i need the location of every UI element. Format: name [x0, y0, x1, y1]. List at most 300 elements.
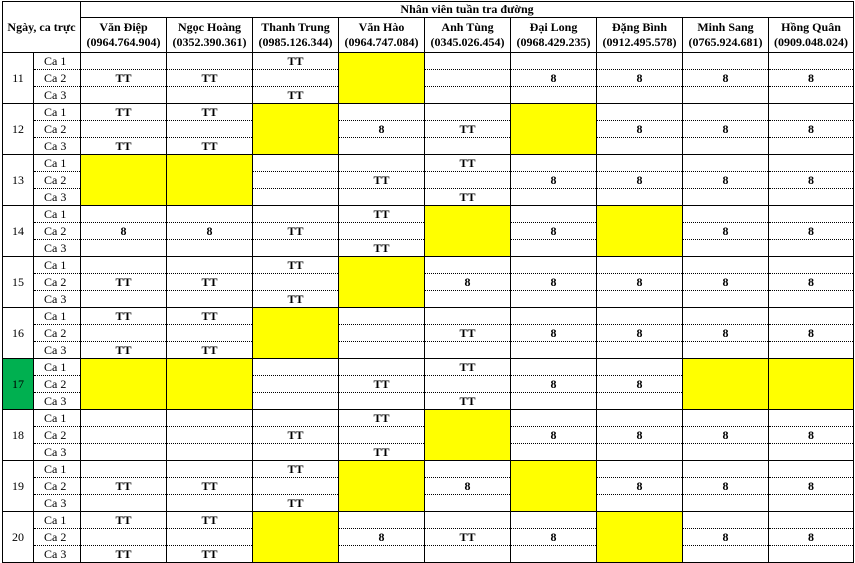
employee-header-row: [3, 18, 854, 53]
duty-cell: [683, 444, 769, 461]
duty-cell: [253, 393, 339, 410]
day-cell: 19: [3, 461, 34, 512]
duty-cell: [167, 172, 253, 189]
duty-cell: 8: [683, 529, 769, 546]
duty-cell: [769, 87, 854, 104]
duty-cell: [253, 274, 339, 291]
duty-cell: TT: [81, 138, 167, 155]
duty-cell: [425, 308, 511, 325]
corner-header: Ngày, ca trực: [3, 2, 81, 53]
shift-row: [3, 223, 854, 240]
shift-row: [3, 546, 854, 563]
duty-cell: [597, 393, 683, 410]
employee-name: Anh Tùng: [441, 20, 494, 34]
duty-cell: 8: [769, 223, 854, 240]
employee-name: Ngọc Hoàng: [178, 20, 241, 34]
duty-cell: TT: [253, 427, 339, 444]
duty-cell: [167, 393, 253, 410]
duty-cell: [511, 291, 597, 308]
duty-cell: [81, 53, 167, 70]
shift-row: [3, 393, 854, 410]
duty-cell: [81, 155, 167, 172]
duty-cell: 8: [683, 70, 769, 87]
duty-cell: [683, 546, 769, 563]
duty-cell: [597, 529, 683, 546]
shift-label: Ca 2: [34, 478, 81, 495]
shift-row: [3, 529, 854, 546]
employee-header: [511, 18, 597, 53]
duty-cell: [253, 308, 339, 325]
duty-cell: [81, 172, 167, 189]
duty-cell: [81, 495, 167, 512]
duty-cell: [683, 87, 769, 104]
duty-cell: TT: [425, 359, 511, 376]
duty-cell: [253, 172, 339, 189]
staff-group-header: Nhân viên tuần tra đường: [81, 2, 854, 18]
duty-cell: [511, 257, 597, 274]
duty-cell: TT: [167, 138, 253, 155]
day-cell: 14: [3, 206, 34, 257]
duty-cell: [425, 87, 511, 104]
employee-header: [597, 18, 683, 53]
duty-cell: [339, 546, 425, 563]
duty-cell: [339, 189, 425, 206]
duty-cell: TT: [253, 87, 339, 104]
duty-cell: [425, 342, 511, 359]
duty-cell: TT: [81, 546, 167, 563]
duty-cell: [81, 87, 167, 104]
duty-cell: TT: [81, 308, 167, 325]
duty-cell: TT: [425, 155, 511, 172]
shift-label: Ca 1: [34, 359, 81, 376]
duty-cell: [167, 325, 253, 342]
duty-cell: [253, 240, 339, 257]
shift-row: [3, 410, 854, 427]
shift-label: Ca 3: [34, 138, 81, 155]
shift-row: [3, 274, 854, 291]
employee-header: [683, 18, 769, 53]
duty-cell: [425, 444, 511, 461]
duty-cell: 8: [769, 325, 854, 342]
duty-cell: [769, 240, 854, 257]
duty-cell: [167, 529, 253, 546]
duty-cell: [683, 495, 769, 512]
duty-cell: TT: [81, 342, 167, 359]
duty-cell: 8: [683, 274, 769, 291]
duty-cell: [511, 342, 597, 359]
duty-cell: [597, 495, 683, 512]
duty-cell: [339, 393, 425, 410]
duty-cell: [339, 155, 425, 172]
duty-cell: 8: [597, 70, 683, 87]
duty-cell: 8: [597, 376, 683, 393]
duty-cell: [683, 206, 769, 223]
duty-cell: 8: [597, 478, 683, 495]
duty-cell: TT: [425, 529, 511, 546]
duty-cell: [769, 308, 854, 325]
duty-cell: [339, 427, 425, 444]
duty-cell: [81, 121, 167, 138]
duty-cell: [81, 189, 167, 206]
duty-cell: [511, 104, 597, 121]
duty-cell: TT: [425, 393, 511, 410]
duty-cell: [253, 121, 339, 138]
employee-phone: (0765.924.681): [688, 35, 763, 49]
shift-row: [3, 206, 854, 223]
duty-cell: 8: [511, 274, 597, 291]
duty-cell: [511, 478, 597, 495]
duty-cell: [511, 240, 597, 257]
shift-label: Ca 1: [34, 104, 81, 121]
duty-cell: [769, 104, 854, 121]
duty-cell: [253, 155, 339, 172]
duty-cell: TT: [339, 444, 425, 461]
employee-name: Đặng Bình: [611, 20, 668, 34]
duty-cell: [769, 206, 854, 223]
day-cell: 13: [3, 155, 34, 206]
duty-cell: [253, 359, 339, 376]
shift-row: [3, 427, 854, 444]
shift-row: [3, 240, 854, 257]
duty-cell: TT: [81, 512, 167, 529]
duty-cell: [425, 240, 511, 257]
duty-cell: 8: [769, 478, 854, 495]
duty-cell: TT: [425, 189, 511, 206]
duty-cell: TT: [81, 478, 167, 495]
duty-cell: [511, 444, 597, 461]
shift-label: Ca 3: [34, 444, 81, 461]
duty-cell: [769, 512, 854, 529]
duty-cell: [339, 274, 425, 291]
duty-cell: [253, 512, 339, 529]
duty-cell: [339, 495, 425, 512]
duty-cell: 8: [81, 223, 167, 240]
duty-cell: [597, 53, 683, 70]
duty-cell: [253, 206, 339, 223]
duty-cell: [769, 393, 854, 410]
duty-cell: [253, 325, 339, 342]
shift-label: Ca 3: [34, 291, 81, 308]
duty-cell: [81, 461, 167, 478]
day-cell: 16: [3, 308, 34, 359]
duty-cell: [167, 376, 253, 393]
shift-label: Ca 3: [34, 87, 81, 104]
shift-row: [3, 444, 854, 461]
duty-cell: [597, 512, 683, 529]
duty-cell: [425, 495, 511, 512]
duty-cell: [683, 291, 769, 308]
shift-label: Ca 2: [34, 70, 81, 87]
duty-cell: [81, 376, 167, 393]
duty-cell: [683, 138, 769, 155]
duty-cell: 8: [425, 274, 511, 291]
duty-cell: [769, 53, 854, 70]
duty-cell: [511, 155, 597, 172]
duty-cell: [253, 410, 339, 427]
day-cell: 17: [3, 359, 34, 410]
duty-cell: [81, 529, 167, 546]
duty-cell: [425, 461, 511, 478]
duty-cell: [597, 240, 683, 257]
duty-cell: [769, 138, 854, 155]
duty-cell: [511, 53, 597, 70]
duty-cell: [339, 308, 425, 325]
shift-label: Ca 2: [34, 274, 81, 291]
duty-cell: [683, 155, 769, 172]
day-cell: 12: [3, 104, 34, 155]
shift-row: [3, 53, 854, 70]
duty-cell: 8: [339, 121, 425, 138]
shift-row: [3, 257, 854, 274]
duty-cell: [81, 206, 167, 223]
duty-cell: [81, 291, 167, 308]
duty-cell: [597, 223, 683, 240]
shift-label: Ca 1: [34, 512, 81, 529]
duty-cell: [769, 155, 854, 172]
employee-phone: (0912.495.578): [602, 35, 677, 49]
duty-cell: [597, 138, 683, 155]
employee-header: [425, 18, 511, 53]
duty-cell: [167, 155, 253, 172]
duty-cell: [425, 53, 511, 70]
duty-cell: TT: [339, 172, 425, 189]
shift-row: [3, 342, 854, 359]
duty-cell: [81, 427, 167, 444]
duty-cell: TT: [339, 376, 425, 393]
duty-cell: [167, 427, 253, 444]
shift-row: [3, 461, 854, 478]
duty-cell: TT: [253, 257, 339, 274]
duty-cell: [597, 308, 683, 325]
shift-row: [3, 308, 854, 325]
duty-cell: [511, 189, 597, 206]
duty-cell: [81, 393, 167, 410]
duty-cell: TT: [81, 70, 167, 87]
duty-cell: [253, 189, 339, 206]
duty-cell: [769, 257, 854, 274]
duty-cell: [167, 240, 253, 257]
duty-cell: [81, 444, 167, 461]
duty-cell: 8: [683, 172, 769, 189]
shift-row: [3, 325, 854, 342]
employee-phone: (0964.747.084): [344, 35, 419, 49]
duty-cell: TT: [167, 478, 253, 495]
duty-cell: TT: [167, 512, 253, 529]
duty-cell: [769, 495, 854, 512]
duty-cell: [339, 359, 425, 376]
duty-cell: 8: [167, 223, 253, 240]
duty-cell: [81, 240, 167, 257]
duty-cell: [597, 461, 683, 478]
shift-label: Ca 3: [34, 393, 81, 410]
shift-row: [3, 359, 854, 376]
duty-cell: 8: [683, 121, 769, 138]
duty-cell: [339, 104, 425, 121]
shift-label: Ca 2: [34, 427, 81, 444]
duty-cell: [769, 376, 854, 393]
duty-cell: TT: [253, 53, 339, 70]
duty-cell: [511, 87, 597, 104]
duty-cell: [597, 87, 683, 104]
schedule-body: [3, 53, 854, 563]
duty-cell: [511, 410, 597, 427]
duty-cell: [597, 257, 683, 274]
duty-cell: TT: [81, 274, 167, 291]
duty-cell: [167, 87, 253, 104]
duty-cell: [253, 478, 339, 495]
duty-cell: 8: [511, 325, 597, 342]
shift-row: [3, 104, 854, 121]
duty-cell: [339, 223, 425, 240]
duty-cell: TT: [253, 495, 339, 512]
duty-cell: [769, 189, 854, 206]
day-cell: 18: [3, 410, 34, 461]
duty-cell: [769, 291, 854, 308]
duty-cell: [597, 410, 683, 427]
duty-cell: [167, 257, 253, 274]
shift-label: Ca 3: [34, 189, 81, 206]
duty-cell: 8: [511, 223, 597, 240]
duty-cell: 8: [597, 172, 683, 189]
duty-cell: [167, 291, 253, 308]
duty-cell: 8: [683, 223, 769, 240]
duty-cell: 8: [511, 376, 597, 393]
duty-cell: [683, 257, 769, 274]
duty-cell: 8: [769, 529, 854, 546]
duty-cell: [425, 138, 511, 155]
duty-cell: [511, 461, 597, 478]
employee-name: Văn Điệp: [99, 20, 148, 34]
duty-cell: TT: [167, 308, 253, 325]
duty-cell: [253, 376, 339, 393]
employee-phone: (0909.048.024): [774, 35, 849, 49]
shift-label: Ca 1: [34, 53, 81, 70]
duty-cell: TT: [167, 70, 253, 87]
employee-name: Văn Hào: [358, 20, 405, 34]
duty-cell: TT: [253, 223, 339, 240]
employee-phone: (0345.026.454): [430, 35, 505, 49]
duty-cell: 8: [769, 70, 854, 87]
duty-cell: [683, 104, 769, 121]
shift-row: [3, 291, 854, 308]
duty-cell: [511, 121, 597, 138]
shift-label: Ca 3: [34, 495, 81, 512]
employee-phone: (0964.764.904): [86, 35, 161, 49]
duty-cell: [511, 206, 597, 223]
duty-cell: [253, 444, 339, 461]
duty-cell: TT: [253, 291, 339, 308]
duty-cell: [167, 461, 253, 478]
duty-cell: 8: [597, 121, 683, 138]
duty-cell: TT: [253, 461, 339, 478]
duty-cell: [339, 512, 425, 529]
employee-phone: (0352.390.361): [172, 35, 247, 49]
duty-cell: [597, 155, 683, 172]
duty-cell: [597, 444, 683, 461]
duty-cell: [81, 410, 167, 427]
duty-cell: [683, 342, 769, 359]
employee-name: Đại Long: [529, 20, 578, 34]
duty-cell: TT: [339, 206, 425, 223]
shift-row: [3, 189, 854, 206]
duty-cell: [167, 359, 253, 376]
shift-label: Ca 3: [34, 546, 81, 563]
employee-header: [81, 18, 167, 53]
shift-label: Ca 2: [34, 121, 81, 138]
duty-cell: [683, 461, 769, 478]
duty-cell: TT: [167, 546, 253, 563]
duty-cell: [253, 138, 339, 155]
employee-header: [769, 18, 854, 53]
shift-label: Ca 3: [34, 240, 81, 257]
duty-cell: [253, 70, 339, 87]
duty-cell: [253, 546, 339, 563]
duty-cell: [425, 70, 511, 87]
duty-cell: [511, 308, 597, 325]
duty-cell: [683, 410, 769, 427]
duty-cell: [597, 104, 683, 121]
duty-schedule-table: [2, 1, 854, 563]
employee-name: Thanh Trung: [261, 20, 330, 34]
duty-cell: TT: [167, 104, 253, 121]
duty-cell: [339, 257, 425, 274]
duty-cell: [167, 495, 253, 512]
duty-cell: 8: [597, 427, 683, 444]
shift-row: [3, 155, 854, 172]
duty-cell: [339, 342, 425, 359]
duty-cell: TT: [81, 104, 167, 121]
shift-row: [3, 495, 854, 512]
duty-cell: [253, 104, 339, 121]
employee-name: Hồng Quân: [781, 20, 841, 34]
day-cell: 20: [3, 512, 34, 563]
duty-cell: 8: [511, 529, 597, 546]
employee-header: [253, 18, 339, 53]
day-cell: 11: [3, 53, 34, 104]
duty-cell: [683, 512, 769, 529]
day-cell: 15: [3, 257, 34, 308]
duty-cell: [769, 546, 854, 563]
shift-row: [3, 87, 854, 104]
duty-cell: [511, 546, 597, 563]
duty-cell: [339, 291, 425, 308]
duty-cell: 8: [769, 427, 854, 444]
shift-row: [3, 138, 854, 155]
duty-cell: TT: [339, 410, 425, 427]
duty-cell: [683, 376, 769, 393]
duty-cell: [683, 393, 769, 410]
duty-cell: [81, 359, 167, 376]
shift-label: Ca 2: [34, 376, 81, 393]
duty-cell: 8: [769, 121, 854, 138]
duty-cell: 8: [597, 325, 683, 342]
duty-cell: [683, 53, 769, 70]
duty-cell: 8: [511, 70, 597, 87]
duty-cell: [339, 138, 425, 155]
shift-label: Ca 2: [34, 172, 81, 189]
duty-cell: [597, 342, 683, 359]
duty-cell: 8: [425, 478, 511, 495]
duty-cell: [511, 138, 597, 155]
duty-cell: 8: [683, 478, 769, 495]
duty-cell: [425, 410, 511, 427]
shift-row: [3, 70, 854, 87]
duty-cell: [597, 291, 683, 308]
duty-cell: [167, 121, 253, 138]
duty-cell: [167, 53, 253, 70]
duty-cell: [683, 359, 769, 376]
duty-cell: [597, 546, 683, 563]
